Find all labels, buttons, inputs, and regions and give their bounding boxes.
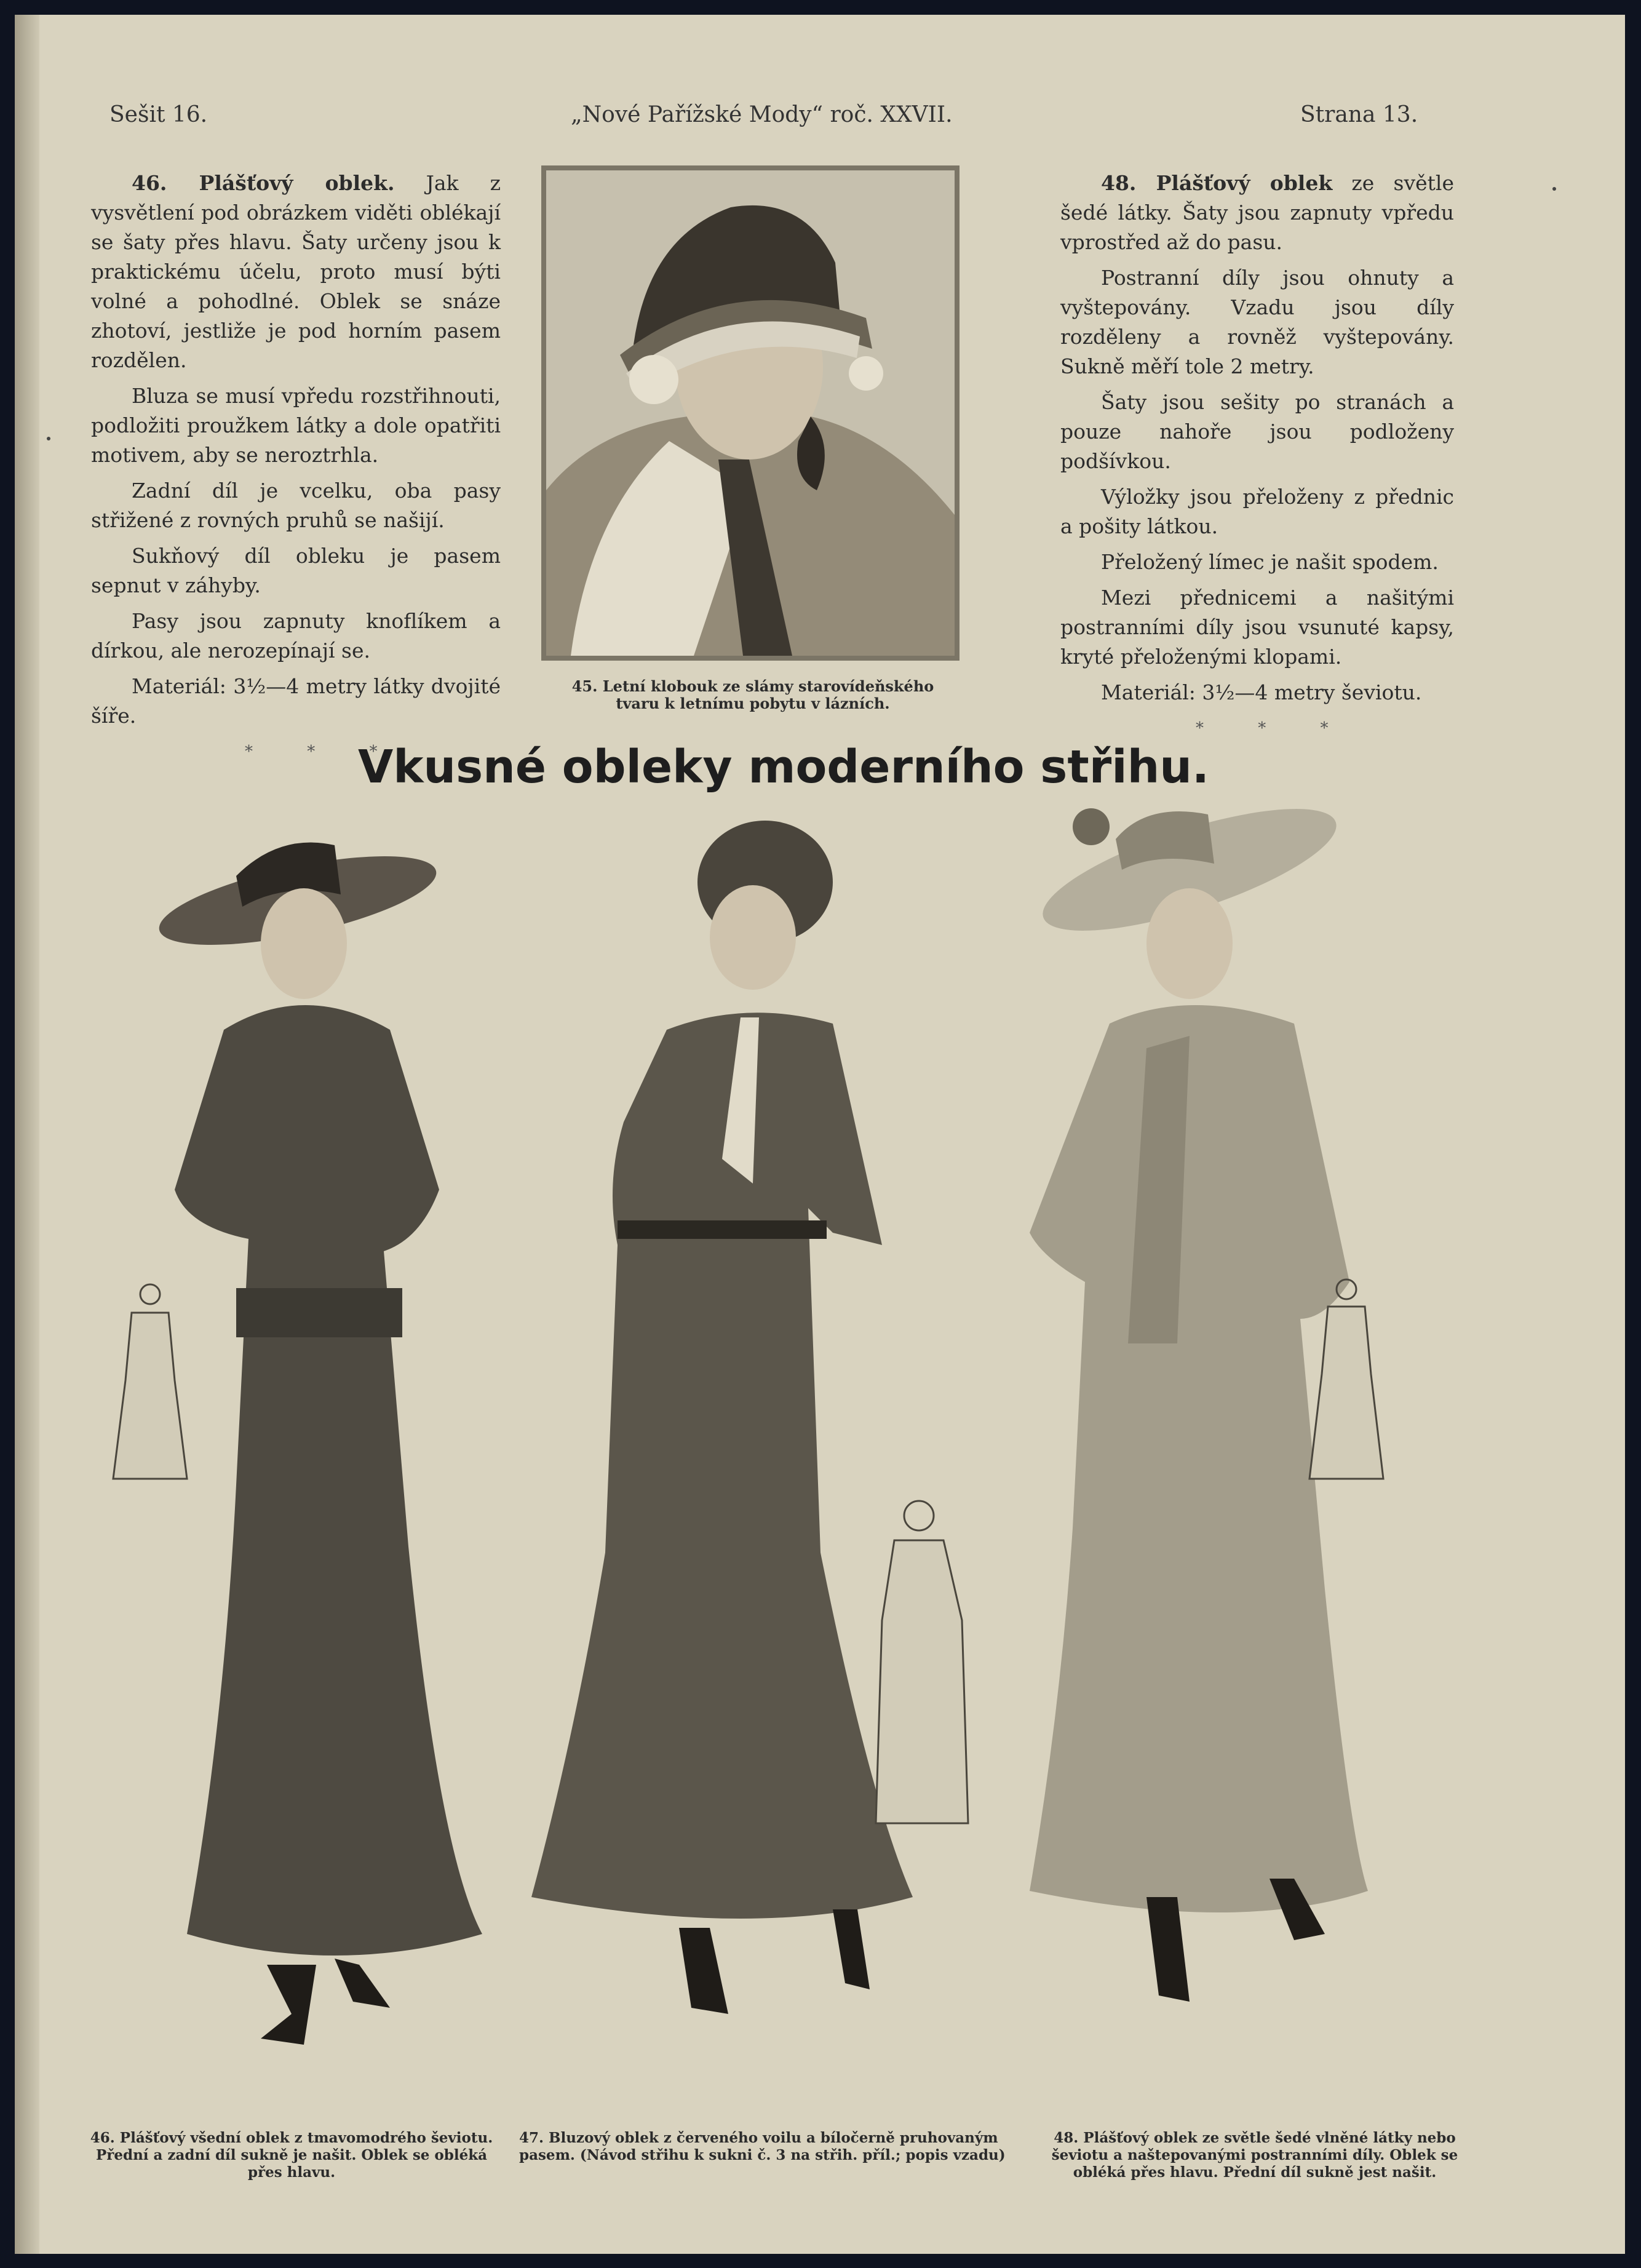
paragraph: Pasy jsou zapnuty knoflíkem a dírkou, ale nerozepínají se.	[91, 609, 501, 662]
paragraph: Materiál: 3½—4 metry ševiotu.	[1101, 680, 1422, 704]
item-heading: 48. Plášťový oblek	[1101, 171, 1333, 195]
paragraph: Výložky jsou přeloženy z přednic a pošity látkou.	[1060, 485, 1454, 538]
paragraph	[1060, 169, 1454, 257]
paragraph	[91, 169, 501, 375]
caption-figure-46: 46. Plášťový všední oblek z tmavomodrého ševiotu. Přední a zadní díl sukně je našit. Oblek se obléká přes hlavu.	[90, 2130, 493, 2181]
section-title: Vkusné obleky moderního střihu.	[357, 741, 1210, 794]
paragraph: Materiál: 3½—4 metry látky dvojité šíře.	[91, 674, 501, 728]
figure-46-back-sketch	[107, 1282, 193, 1485]
paragraph: Sukňový díl obleku je pasem sepnut v záhyby.	[91, 544, 501, 597]
figure-48-back-sketch	[1300, 1276, 1393, 1485]
item-heading: 46. Plášťový oblek.	[132, 171, 395, 195]
figure-47-dress-illustration	[525, 814, 944, 2045]
hat-portrait-photo	[541, 165, 960, 661]
hat-portrait-illustration	[546, 170, 955, 656]
caption-figure-47: 47. Bluzový oblek z červeného voilu a bíločerně pruhovaným pasem. (Návod střihu k sukni č. 3 na střih. příl.; popis vzadu)	[519, 2130, 1006, 2163]
text-column-left	[91, 169, 501, 766]
page-binding-shadow	[15, 15, 39, 2254]
paragraph: Bluza se musí vpředu rozstřihnouti, podložiti proužkem látky a dole opatřiti motivem, aby se neroztrhla.	[91, 384, 501, 467]
header-page-number: Strana 13.	[1300, 102, 1418, 127]
paragraph: Postranní díly jsou ohnuty a vyštepovány. Vzadu jsou díly rozděleny a rovněž vyštepovány. Sukně měří tole 2 metry.	[1060, 266, 1454, 378]
ink-speck	[47, 437, 50, 440]
paragraph: Mezi přednicemi a našitými postranními díly jsou vsunuté kapsy, kryté přeloženými klopami.	[1060, 586, 1454, 669]
header-magazine-title: „Nové Pařížské Mody“ roč. XXVII.	[571, 102, 953, 127]
header-issue: Sešit 16.	[109, 102, 208, 127]
paragraph: Přeložený límec je našit spodem.	[1101, 550, 1439, 574]
text-column-right	[1060, 169, 1454, 743]
paragraph-text: Jak z vysvětlení pod obrázkem viděti oblékají se šaty přes hlavu. Šaty určeny jsou k praktickému účelu, proto musí býti volné a pohodlné. Oblek se snáze zhotoví, jestliže je pod horním pasem rozdělen.	[91, 171, 501, 372]
paragraph-text: ze světle šedé látky. Šaty jsou zapnuty vpředu vprostřed až do pasu.	[1060, 171, 1454, 254]
section-divider-stars: * * *	[245, 742, 402, 761]
magazine-page	[15, 15, 1625, 2254]
ink-speck	[1552, 187, 1556, 191]
figure-46-dress-illustration	[150, 808, 531, 2057]
paragraph: Zadní díl je vcelku, oba pasy střižené z rovných pruhů se našijí.	[91, 479, 501, 532]
section-divider-stars: * * *	[1196, 719, 1353, 738]
paragraph: Šaty jsou sešity po stranách a pouze nahoře jsou podloženy podšívkou.	[1060, 390, 1454, 473]
caption-figure-48: 48. Plášťový oblek ze světle šedé vlněné látky nebo ševiotu a naštepovanými postranními díly. Oblek se obléká přes hlavu. Přední díl sukně jest našit.	[1051, 2130, 1458, 2181]
figure-47-back-sketch	[857, 1497, 980, 1842]
photo-caption: 45. Letní klobouk ze slámy starovídeňského tvaru k letnímu pobytu v lázních.	[571, 677, 934, 712]
